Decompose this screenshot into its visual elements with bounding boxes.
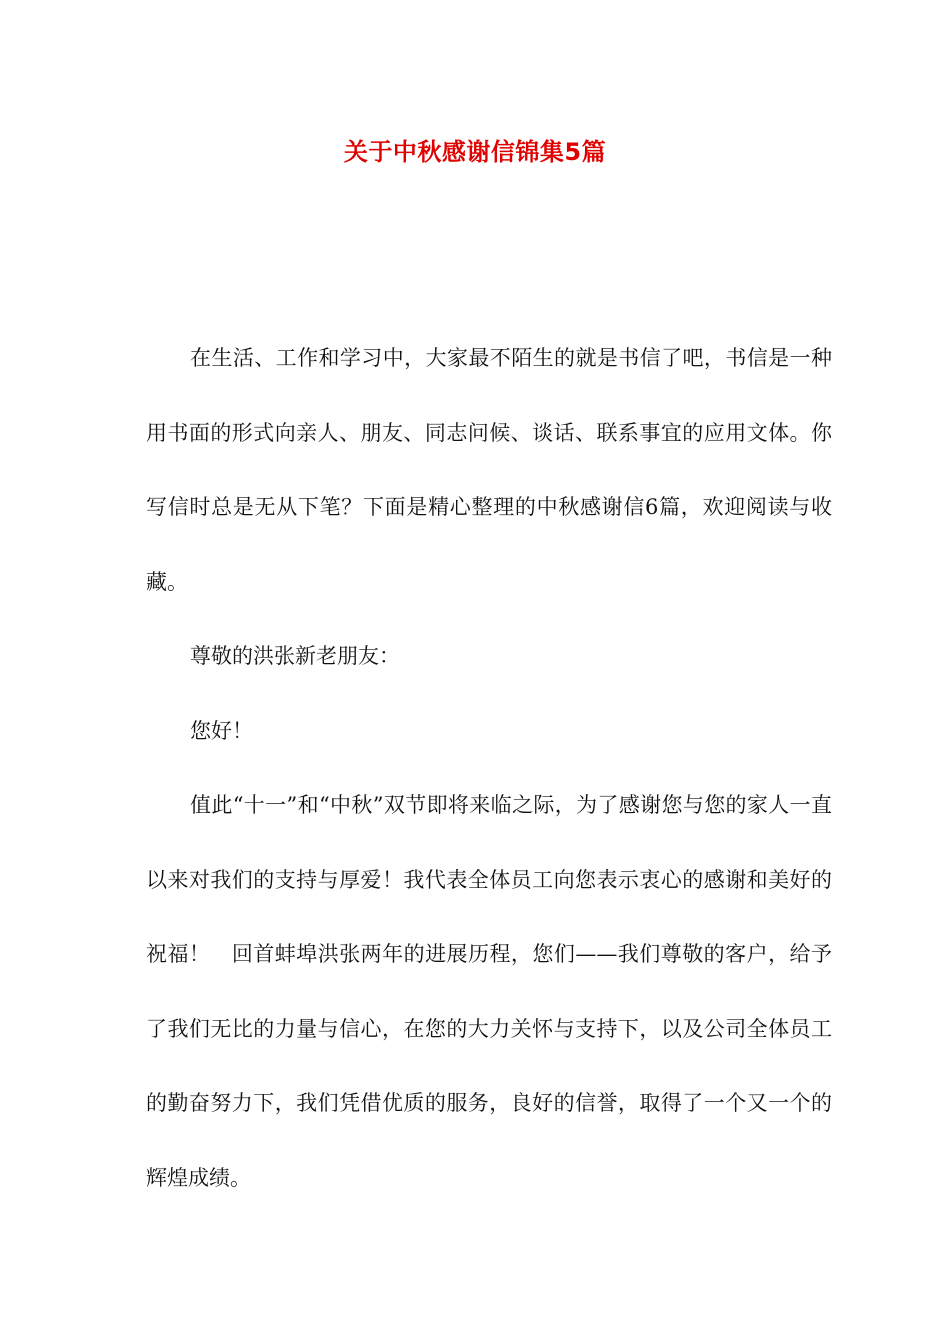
letter-paragraph: 值此“十一”和“中秋”双节即将来临之际，为了感谢您与您的家人一直以来对我们的支持与厚爱！我代表全体员工向您表示衷心的感谢和美好的祝福！ 回首蚌埠洪张两年的进展历程，您们——我们尊敬的客户，给予了我们无比的力量与信心，在您的大力关怀与支持下，以及公司全体员工的勤奋努力下，我们凭借优质的服务，良好的信誉，取得了一个又一个的辉煌成绩。 xyxy=(146,793,832,1190)
greeting: 您好！ xyxy=(190,718,253,743)
salutation: 尊敬的洪张新老朋友： xyxy=(190,644,400,668)
intro-paragraph: 在生活、工作和学习中，大家最不陌生的就是书信了吧，书信是一种用书面的形式向亲人、朋友、同志问候、谈话、联系事宜的应用文体。你写信时总是无从下笔？下面是精心整理的中秋感谢信6篇，欢迎阅读与收藏。 xyxy=(146,346,832,594)
document-body xyxy=(146,321,832,1215)
document-title: 关于中秋感谢信锦集5篇 xyxy=(343,138,607,166)
